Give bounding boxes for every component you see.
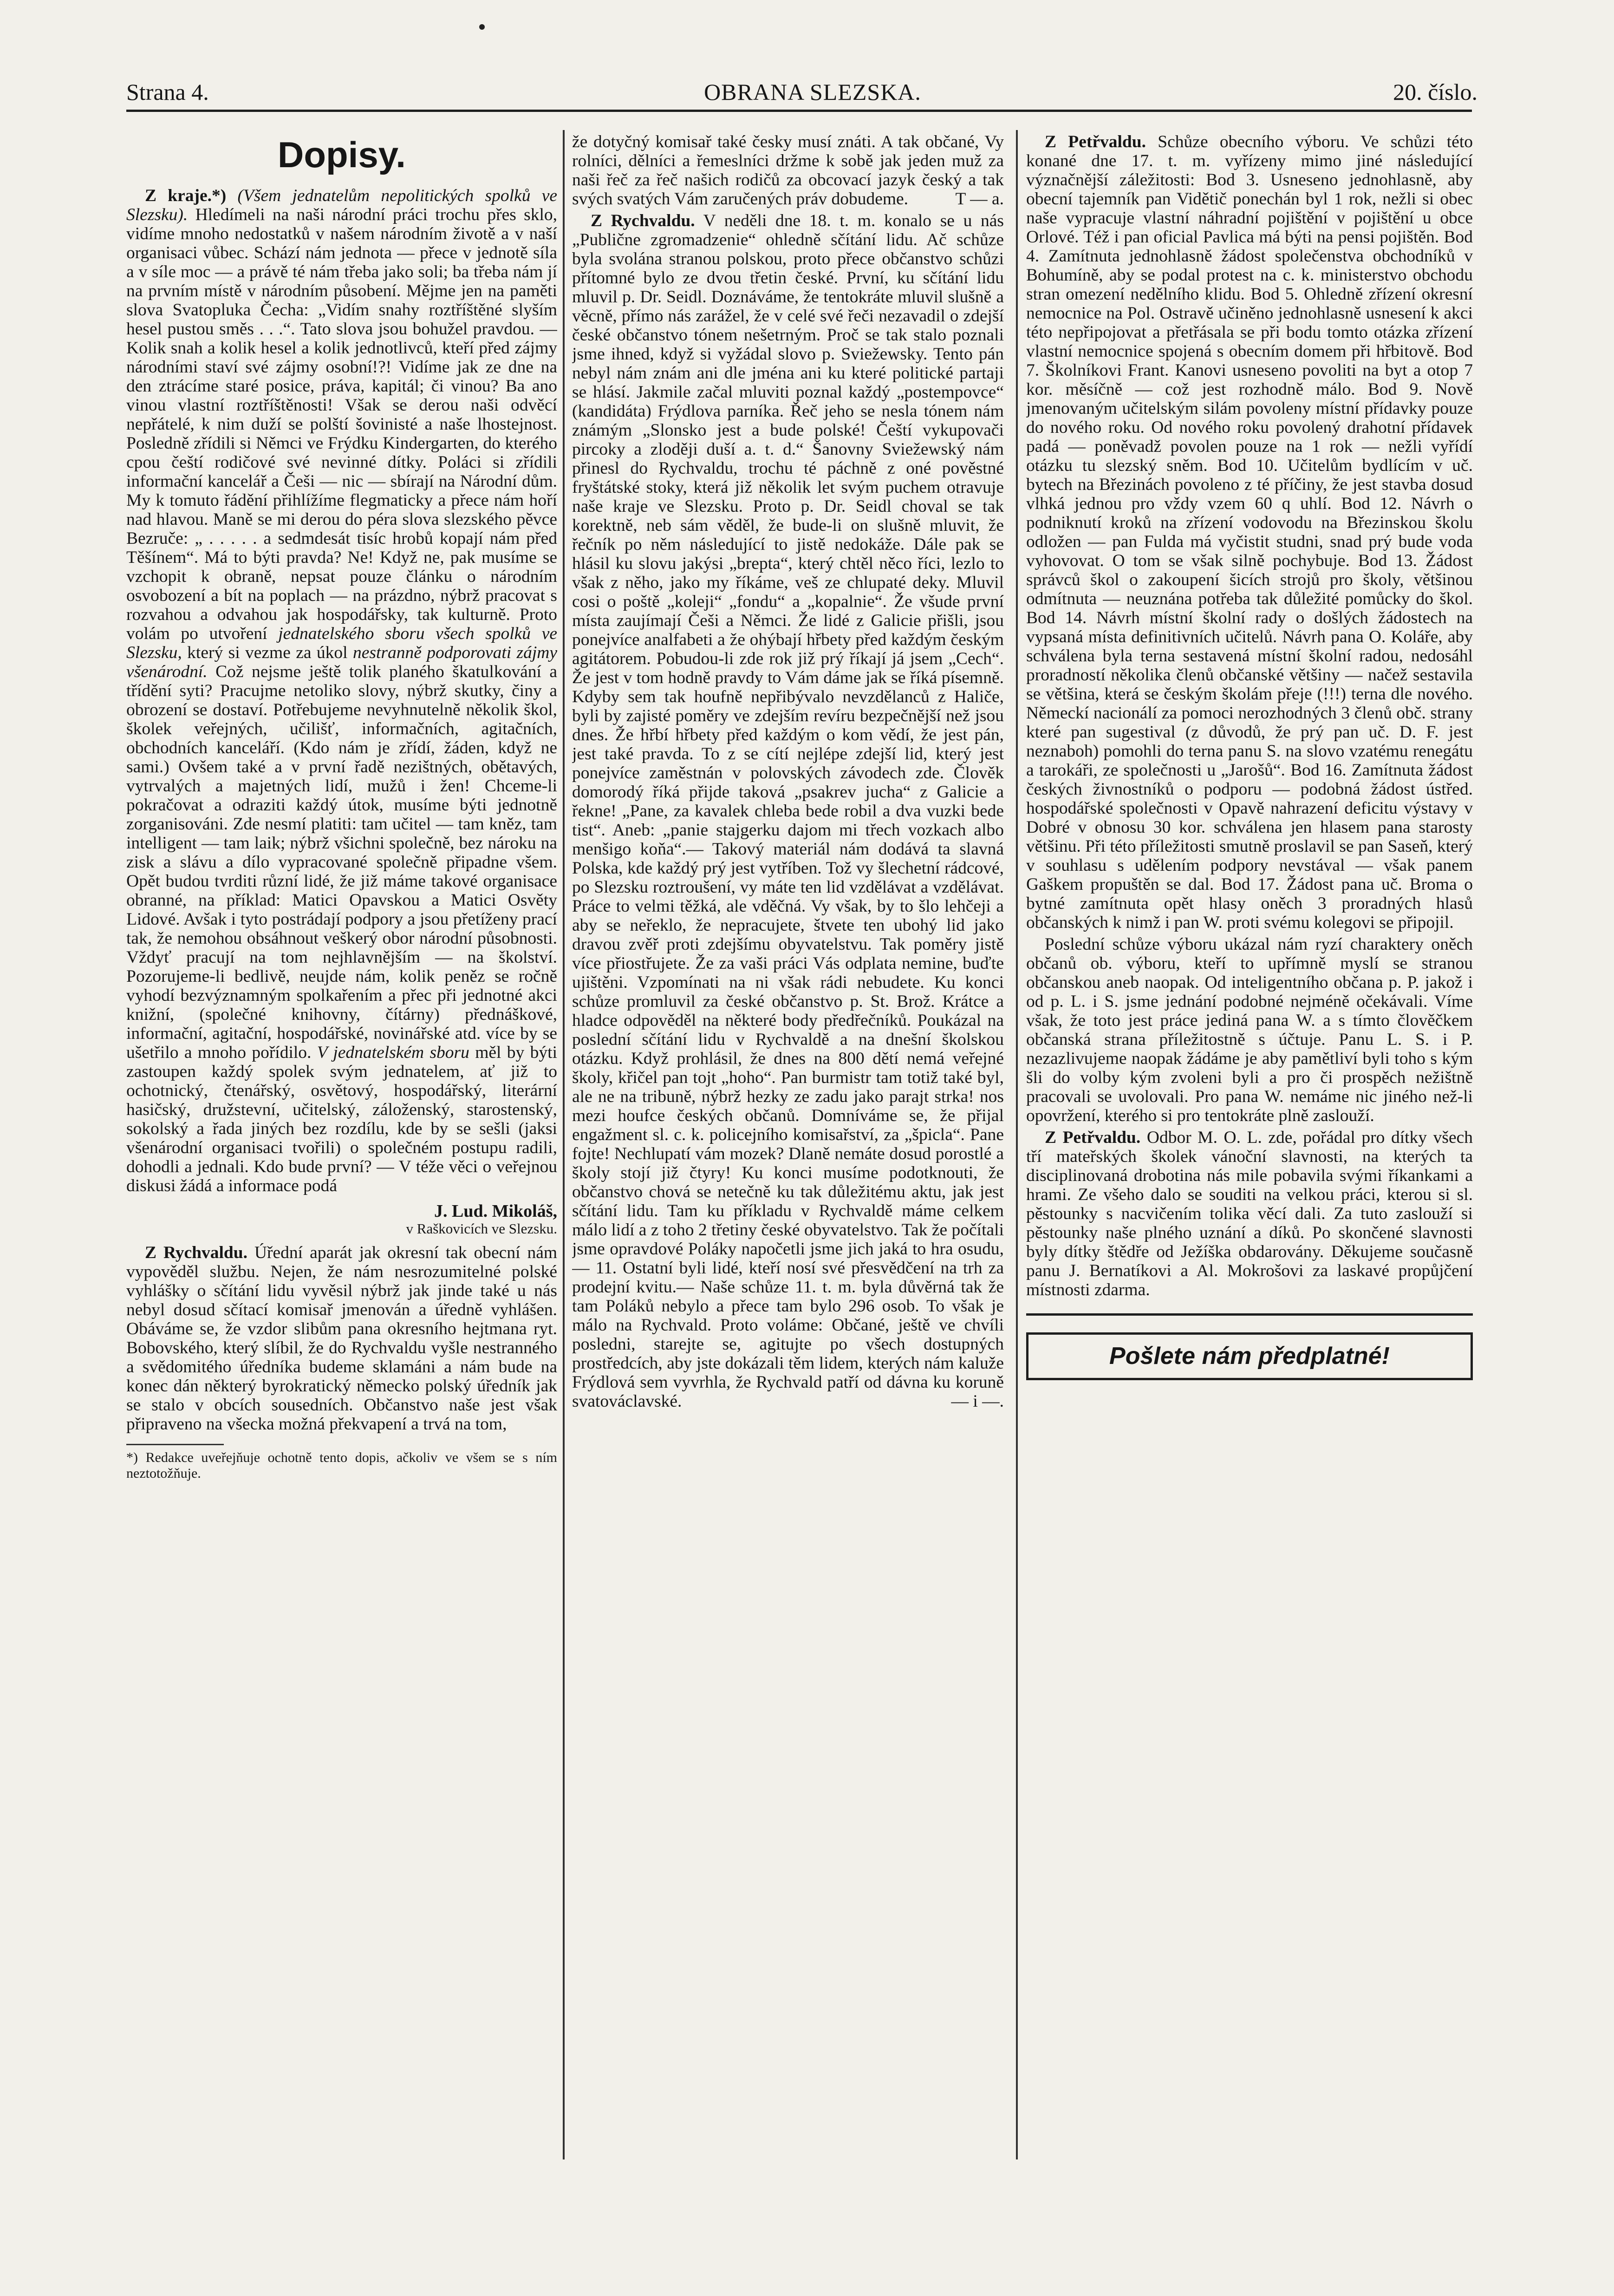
subscribe-box: Pošlete nám předplatné!: [1026, 1332, 1473, 1380]
footnote: *) Redakce uveřejňuje ochotně tento dopis, ačkoliv ve všem se s ním neztotožňuje.: [126, 1450, 557, 1481]
article-lead: Z kraje.*): [145, 186, 227, 205]
article-lead: Z Rychvaldu.: [591, 211, 695, 230]
article-text: Odbor M. O. L. zde, pořádal pro dítky všech tří mateřských školek vánoční slavnosti, na kterých ta disciplinovaná drobotina nás mile pobavila svými říkankami a hrami. Ze všeho dalo se souditi na velkou práci, kterou si sl. pěstounky s nacvičením tolika věcí dali. Za tuto zaslouží si pěstounky naše plného uznání a díků. Po skončené slavnosti byly dítky štědře od Ježíška obdarovány. Děkujeme současně panu J. Bernatíkovi a Al. Mokrošovi za laskavé propůjčení místnosti zdarma.: [1026, 1128, 1473, 1299]
print-speck: [479, 24, 485, 30]
article-text: Schůze obecního výboru. Ve schůzi této konané dne 17. t. m. vyřízeny mimo jiné následující význačnější záležitosti: Bod 3. Usneseno jednohlasně, aby obecní tajemník pan Vidětič ponechán byl 1 rok, nežli si obec naše vypracuje vlastní náhradní pojištění v pojištění u obce Orlové. Též i pan oficial Pavlica má býti na pensi pojištěn. Bod 4. Zamítnuta jednohlasně žádost společenstva obchodníků v Bohumíně, aby se podal protest na c. k. ministerstvo obchodu stran omezení nedělního klidu. Bod 5. Ohledně zřízení okresní nemocnice na Pol. Ostravě učiněno jednohlasně usnesení k akci této nepřipojovat a přetřásala se při bodu tomto otázka zřízení vlastní nemocnice spojená s obecním domem při hřbitově. Bod 7. Školníkovi Frant. Kanovi usneseno povoliti na byt a otop 7 kor. měsíčně — což jest rozhodně málo. Bod 9. Nově jmenovaným učitelským silám povoleny místní přídavky pouze do nového roku. Od nového roku povolený drahotní přídavek padá — poněvadž povolen pouze na 1 rok — nežli vyřídí otázku tu slezský sněm. Bod 10. Učitelům bydlícím v uč. bytech na Březinách povoleno z té příčiny, že jest stavba dosud vlhká jednou pro vždy vzem 60 q uhlí. Bod 12. Návrh o podniknutí kroků na zřízení vodovodu na Březinskou školu odložen — pan Fulda má vyčistit studni, snad prý bude voda vyhovovat. O tom se však silně pochybuje. Bod 13. Žádost správců škol o zakoupení šicích strojů pro školy, většinou odmítnuta — neuznána potřeba tak důležité pomůcky do škol. Bod 14. Návrh místní školní rady o došlých žádostech na vypsaná místa definitivních učitelů. Návrh pana O. Koláře, aby schválena byla terna sestavená místní školní radou, nedosáhl proradností několika členů občanské většiny — načež sestavila se většina, která se českým školám přeje (!!!) terna dle nového. Německí nacionálí za pomoci nerozhodných 3 členů obč. strany které pan sugestival (z důvodů, že prý pan uč. D. F. jest neznaboh) pomohli do terna panu S. na slovo vzatému renegátu a tarokáři, ze společnosti u „Jarošů“. Bod 16. Zamítnuta žádost českých živnostníků o podporu — podobná žádost ústřed. hospodářské společnosti v Opavě nahrazení deficitu výstavy v Dobré v obnosu 30 kor. schválena jen hlasem pana starosty většinu. Při této příležitosti smutně proslavil se pan Saseň, který v souhlasu s udělením podpory nevstával — však panem Gaškem propuštěn se dal. Bod 17. Žádost pana uč. Broma o bytné zamítnuta opět hlasy oněch 3 proradných hlasů občanských k nimž i pan W. proti svému kolegovi se připojil.: [1026, 132, 1473, 932]
signature-place: v Raškovicích ve Slezsku.: [406, 1220, 557, 1237]
column-divider-2: [1016, 130, 1018, 2159]
article-lead: Z Petřvaldu.: [1045, 132, 1146, 151]
article-text: měl by býti zastoupen každý spolek svým jednatelem, ať již to ochotnický, čtenářský, osvětový, hospodářský, literární hasičský, družstevní, učitelský, záloženský, starostenský, sokolský a řada jiných bez rozdílu, kde by se sešli (jaksi všenárodní organisaci tvořili) o společném postupu radili, dohodli a jednali. Kdo bude první? — V téže věci o veřejnou diskusi žádá a informace podá: [126, 1043, 557, 1195]
article-text: Hledímeli na naši národní práci trochu přes sklo, vidíme mnoho nedostatků v našem národním životě a v naší organisaci vůbec. Schází nám jednota — přece v jednotě síla a v síle moc — a právě té nám třeba jako soli; ba třeba nám jí na prvním místě v národním působení. Mějme jen na paměti slova Svatopluka Čecha: „Vidím snahy roztříštěné slyším hesel pustou směs . . .“. Tato slova jsou bohužel pravdou. — Kolik snah a kolik hesel a kolik jednotlivců, kteří před zájmy národními staví své zájmy osobní!?! Vidíme jak ze dne na den ztrácíme staré posice, práva, kapitál; či vinou? Ba ano vinou vlastní roztříštěnosti! Však se derou naši odvěcí nepřátelé, k nim duží se polští šovinisté a naše lhostejnost. Posledně zřídili si Němci ve Frýdku Kindergarten, do kterého cpou čeští rodičové své nevinné dítky. Poláci si zřídili informační kancelář a Češi — nic — sbírají na Národní dům. My k tomuto řádění přihlížíme flegmaticky a přece nám hoří nad hlavou. Maně se mi derou do péra slova slezského pěvce Bezruče: „ . . . . . a sedmdesát tisíc hrobů kopají nám před Těšínem“. Má to býti pravda? Ne! Když ne, pak musíme se vzchopit k obraně, nepsat pouze článku o národním osvobození a bít na poplach — na prázdno, nýbrž pracovat s rozvahou a odvahou jak hospodářsky, tak kulturně. Proto volám po utvoření: [126, 205, 557, 643]
article-signature: — i —.: [951, 1392, 1004, 1411]
article-text: Úřední aparát jak okresní tak obecní nám vypověděl službu. Nejen, že nám nesrozumitelné polské vyhlášky o sčítání lidu vyvěsil nýbrž jak jinde také u nás nebyl dosud sčítací komisař jmenován a úředně vyhlášen. Obáváme se, že vzdor slibům pana okresního hejtmana ryt. Bobovského, který slíbil, že do Rychvaldu vyšle nestranného a svědomitého úředníka budeme sklamáni a nám bude na konec dán některý byrokratický německo polský úředník jak se stalo v obcích sousedních. Občanstvo naše jest však připraveno na všecka možná překvapení a trvá na tom,: [126, 1243, 557, 1434]
footnote-rule: [126, 1444, 224, 1445]
column-3: [1026, 132, 1473, 2162]
article-emphasis: jednatelského sboru všech spolků ve Slezsku,: [126, 624, 557, 662]
article-text: že dotyčný komisař také česky musí znáti. A tak občané, Vy rolníci, dělníci a řemeslníci držme k sobě jak jeden muž za naši řeč za řeč našich rodičů za obcovací jazyk český a tak svých svatých Vám zaručených práv dobudeme.: [572, 132, 1004, 209]
article-emphasis: V jednatelském sboru: [317, 1043, 469, 1062]
article-lead: Z Rychvaldu.: [145, 1243, 247, 1262]
article-text: Což nejsme ještě tolik planého škatulkování a třídění syti? Pracujme netoliko slovy, nýbrž skutky, činy a obrození se dostaví. Potřebujeme nevyhnutelně několik škol, školek veřejných, učilišť, informačních, agitačních, obchodních kanceláří. (Kdo nám je zřídí, žáden, když ne sami.) Ovšem také a v první řadě nezištných, obětavých, vytrvalých a majetných lidí, mužů i žen! Chceme-li pokračovat a odraziti každý útok, musíme býti jednotně zorganisováni. Zde nesmí platiti: tam učitel — tam kněz, tam intelligent — tam laik; nýbrž všichni společně, bez nároku na zisk a slávu a dílo vypracované společně připadne všem. Opět budou tvrditi různí lidé, že již máme takové organisace obranné, na příklad: Matici Opavskou a Matici Osvěty Lidové. Avšak i tyto postrádají podpory a jsou přetíženy prací tak, že nemohou obsáhnout veškerý obor národní působnosti. Vždyť pracují na tom nejhlavnějším — na školství. Pozorujeme-li bedlivě, neujde nám, kolik peněz se ročně vyhodí bezvýznamným spolkařením a přec při jednotné akci knižní, (společné knihovny, čítárny) přednáškové, informační, agitační, hospodářské, novinářské atd. více by se ušetřilo a mnoho pořídilo.: [126, 662, 557, 1062]
article-signature: [126, 1202, 557, 1237]
article-kraje: [126, 186, 557, 1195]
article-petrvald-1: [1026, 132, 1473, 932]
section-heading: Dopisy.: [278, 134, 406, 175]
column-2: [572, 132, 1004, 2162]
article-continuation: [572, 132, 1004, 209]
article-rychvald-1: [126, 1243, 557, 1434]
column-1: [126, 132, 557, 2101]
signature-name: J. Lud. Mikoláš,: [434, 1201, 557, 1221]
article-subtitle: (Všem jednatelům nepolitických spolků ve Slezsku).: [126, 186, 557, 224]
article-emphasis: nestranně podporovati zájmy všenárodní.: [126, 643, 557, 681]
article-lead: Z Petřvaldu.: [1045, 1128, 1141, 1147]
article-petrvald-2: [1026, 1128, 1473, 1299]
article-rychvald-2: [572, 211, 1004, 1411]
publication-title: OBRANA SLEZSKA.: [704, 79, 921, 105]
header-rule: [126, 110, 1472, 112]
box-separator: [1026, 1313, 1473, 1316]
article-petrvald-1-cont: Poslední schůze výboru ukázal nám ryzí charaktery oněch občanů ob. výboru, kteří to upřímně myslí se stranou občanskou aneb naopak. Od inteligentního občana p. P. jakož i od p. L. i S. jsme jednání podobné nejméně očekávali. Víme však, že toto jest práce jediná pana W. a s tímto člověčkem občanská strana příležitostně s účtuje. Panu L. S. i P. nezazlivujeme naopak žádáme je aby pamětliví byli toho s kým šli do volby kým zvoleni byli a pro či prospěch nežištně pracovali se uvolovali. Pro pana W. nemáme nic jiného než-li opovržení, kterého si pro tentokráte plně zaslouží.: [1026, 935, 1473, 1125]
column-divider-1: [563, 130, 565, 2159]
page-number: Strana 4.: [126, 79, 209, 105]
issue-number: 20. číslo.: [1393, 79, 1477, 105]
article-text: který si vezme za úkol: [187, 643, 348, 662]
article-signature: T — a.: [955, 189, 1004, 209]
article-text: V neděli dne 18. t. m. konalo se u nás „Publične zgromadzenie“ ohledně sčítání lidu. Ač schůze byla svolána stranou polskou, proto přece občanstvo schůzi přítomné bylo ze dvou třetin české. První, ku sčítání lidu mluvil p. Dr. Seidl. Doznáváme, že tentokráte mluvil slušně a věcně, přímo nás zarážel, že v celé své řeči nezavadil o zdejší české občanstvo tónem nešetrným. Proč se tak stalo poznali jsme ihned, když si vyžádal slovo p. Sviežewsky. Tento pán nebyl nám znám ani dle jména ani ku které politické partaji se hlásí. Jakmile začal mluviti poznal každý „postempovce“ (kandidáta) Frýdlova parníka. Řeč jeho se nesla tónem nám známým „Slonsko jest a bude polské! Čeští vykupovači pircoky a zloději duší a. t. d.“ Šanovny Sviežewský nám přinesl do Rychvaldu, trochu té páchně z oné pověstné fryštátské stoky, která již několik let svým puchem otravuje naše kraje ve Slezsku. Proto p. Dr. Seidl choval se tak korektně, neb sám věděl, že bude-li on slušně mluvit, že řečník po něm následující to jistě nedokáže. Dále pak se hlásil ku slovu jakýsi „brepta“, který chtěl něco říci, lezlo to však z něho, jako my říkáme, veš ze chlupaté deky. Mluvil cosi o poště „koleji“ „fondu“ a „kopalnie“. Že všude první místa zaujímají Češi a Němci. Že lidé z Galicie přišli, jsou ponejvíce analfabeti a že ohýbají hřbety před každým českým agitátorem. Pobudou-li zde rok již prý říkají já jsem „Cech“. Že jest v tom hodně pravdy to Vám dáme jak se říká písemně. Kdyby sem tak houfně nepřibývalo nevzdělanců z Haliče, byli by zajisté poměry ve zdejším revíru bezpečnější než jsou dnes. Že hřbí hřbety před každým o kom vědí, že jest pán, jest také pravda. To z se cítí nejlépe zdejší lid, který jest ponejvíce zaměstnán v polovských závodech zde. Člověk domorodý říká přijde taková „psakrev jucha“ z Galicie a řekne! „Pane, za kavalek chleba bede robil a dva vuzki bede tist“. Aneb: „panie stajgerku dajom mi třech vozkach albo menšigo koňa“.— Takový materiál nám dodává ta slavná Polska, kde každý prý jest vytříben. Tož vy šlechetní rádcové, po Slezsku roztroušení, vy máte ten lid vzdělávat a vzdělávat. Práce to velmi těžká, ale vděčná. Vy však, by to šlo lehčeji a aby se neřeklo, že nepracujete, štvete ten ubohý lid jako dravou zvěř proti zdejšímu obyvatelstvu. Tak poměry jistě více přiostřujete. Že za vaši práci Vás odplata nemine, buďte ujištěni. Vzpomínati na ni však rádi nebudete. Ku konci schůze promluvil za české občanstvo p. St. Brož. Krátce a hladce odpověděl na některé body předřečníků. Poukázal na poslední sčítání lidu v Rychvaldě a na dnešní školskou otázku. Když prohlásil, že dnes na 800 dětí nemá veřejné školy, křičel pan tojt „hoho“. Pan burmistr tam totiž také byl, ale ne na tribuně, nýbrž hezky ze zadu jako parajt strka! nos mezi houfce českých občanů. Domníváme se, že přijal engažment sl. c. k. policejního komisařství, za „špicla“. Pane fojte! Nechlupatí vám mozek? Dlaně nemáte dosud porostlé a školy stojí již čtyry! Ku konci musíme podotknouti, že občanstvo chová se netečně ku tak důležitému aktu, jak jest sčítání lidu. Tam ku příkladu v Rychvaldě máme celkem málo lidí a z toho 2 třetiny české obyvatelstvo. Tak že počítali jsme opravdové Poláky napočetli jsme jich jaká to hra osudu,— 11. Ostatní byli lidé, kteří nosí své přesvědčení na trh za prodejní kvitu.— Naše schůze 11. t. m. byla důvěrná tak že tam Poláků nebylo a přece tam bylo 296 osob. To však je málo na Rychvald. Proto voláme: Občané, ještě ve chvíli posledni, starejte se, agitujte po všech dostupných prostředcích, aby jste dokázali těm lidem, kterých nám kaluže Frýdlová sem vyvrhla, že Rychvald patří od dávna ku koruně svatováclavské.: [572, 211, 1004, 1411]
